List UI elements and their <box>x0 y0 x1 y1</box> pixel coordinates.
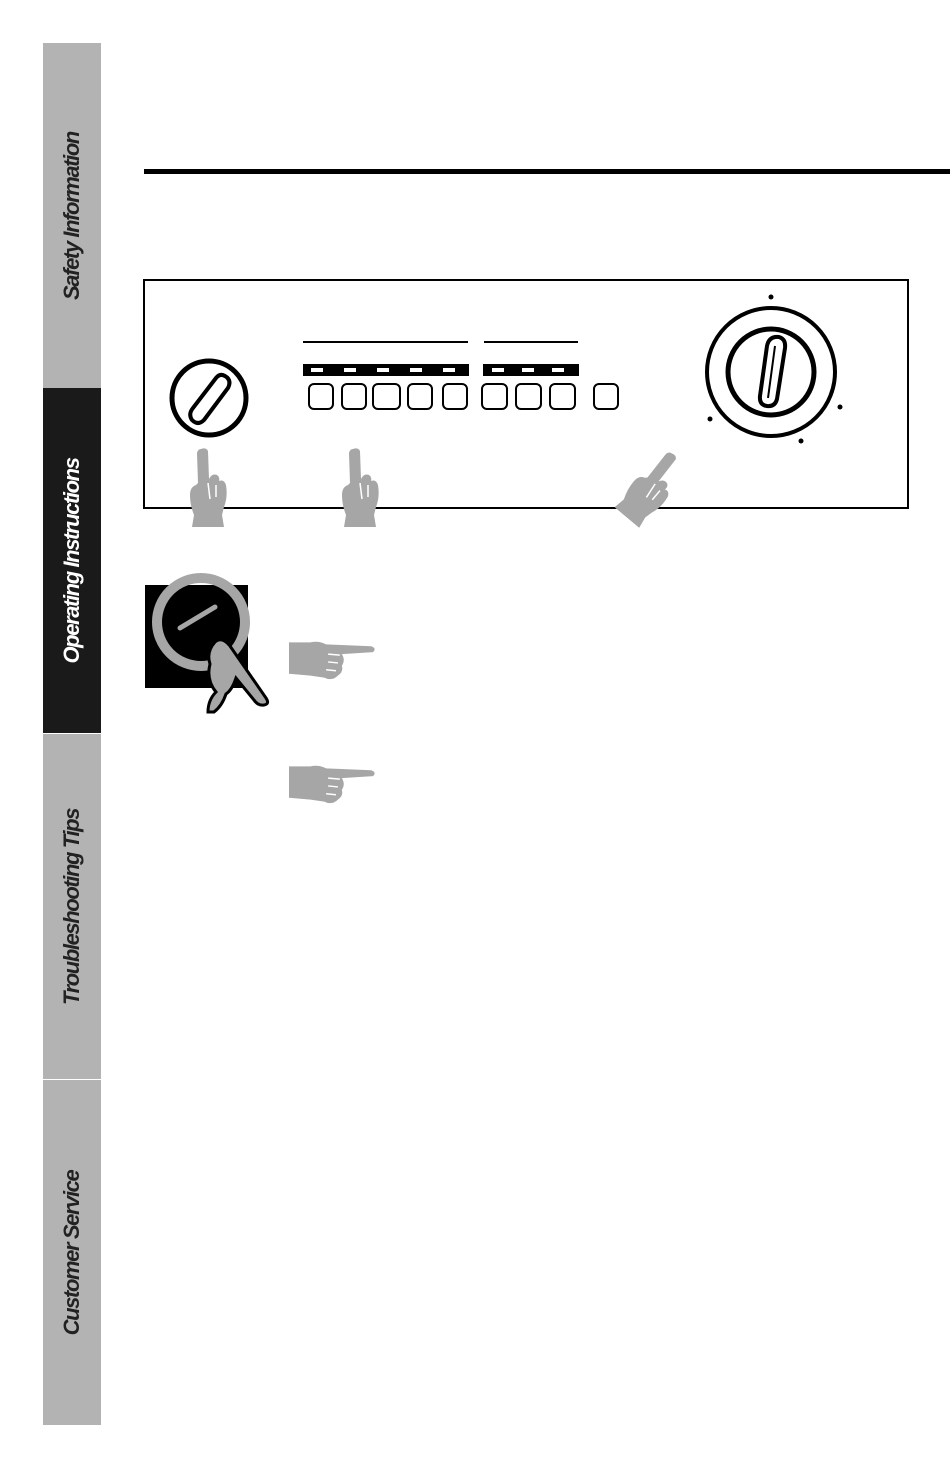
side-tab-nav <box>43 43 101 1426</box>
panel-button-6[interactable] <box>482 384 507 409</box>
panel-button-7[interactable] <box>516 384 541 409</box>
panel-button-2[interactable] <box>342 384 366 409</box>
pointing-hand-icon <box>289 642 375 679</box>
panel-button-9[interactable] <box>594 384 618 409</box>
knob-turn-icon <box>145 578 268 712</box>
tab-troubleshooting-tips[interactable] <box>43 734 101 1079</box>
cycle-dial[interactable] <box>707 308 835 436</box>
tab-label: Safety Information <box>59 131 84 300</box>
panel-button-1[interactable] <box>309 384 333 409</box>
tab-customer-service[interactable] <box>43 1080 101 1425</box>
knob-left[interactable] <box>172 361 246 435</box>
panel-button-8[interactable] <box>550 384 575 409</box>
section-rule <box>144 169 950 174</box>
tab-label: Customer Service <box>59 1170 84 1335</box>
tab-safety-information[interactable] <box>43 43 101 388</box>
panel-button-5[interactable] <box>443 384 467 409</box>
pointing-hand-icon <box>289 766 375 803</box>
tab-label: Operating Instructions <box>59 457 84 664</box>
tab-divider <box>43 1079 101 1080</box>
tab-label: Troubleshooting Tips <box>59 808 84 1005</box>
tab-operating-instructions[interactable] <box>43 388 101 733</box>
panel-button-3[interactable] <box>373 384 400 409</box>
panel-button-4[interactable] <box>408 384 432 409</box>
